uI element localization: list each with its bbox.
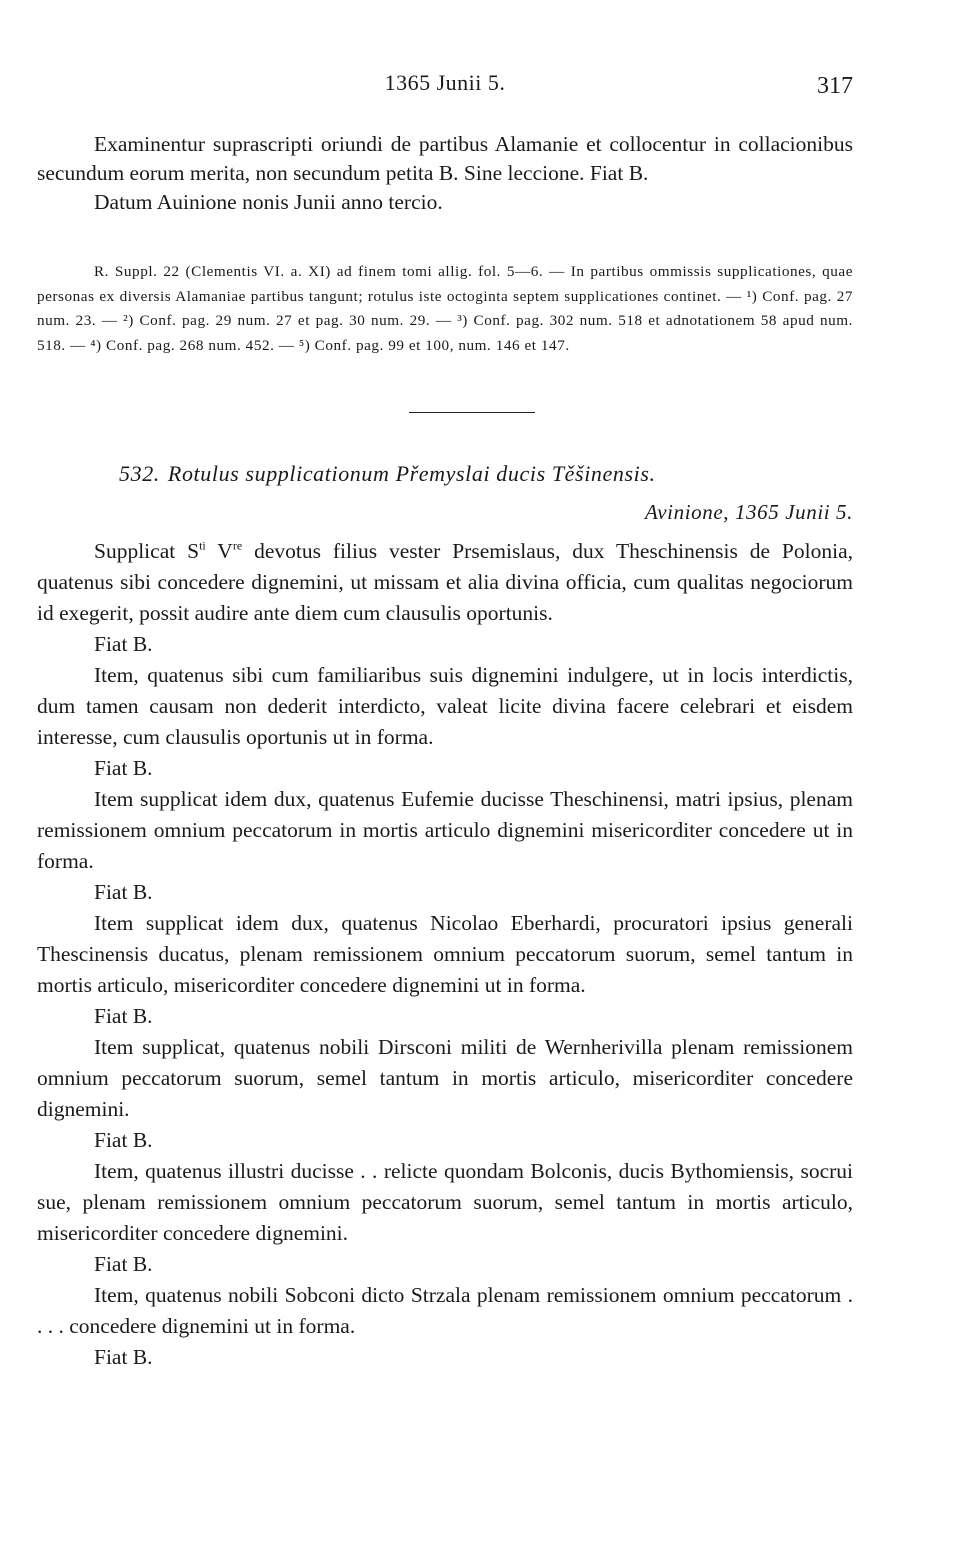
fiat-line: Fiat B. [94, 1004, 153, 1028]
previous-document-end [37, 130, 853, 217]
paragraph-text: Supplicat S [94, 539, 200, 563]
footnotes [37, 260, 853, 358]
separator-rule [409, 412, 535, 413]
superscript: ti [199, 538, 206, 553]
paragraph-text: devotus filius vester Prsemislaus, dux Theschinensis de Polonia, quatenus sibi concedere dignemini, ut missam et alia divina officia, cum qualitas negociorum id exegerit, possit audire ante diem cum clausulis oportunis. [37, 539, 854, 625]
document-place-date: Avinione, 1365 Junii 5. [644, 500, 853, 524]
paragraph: Item, quatenus nobili Sobconi dicto Strzala plenam remissionem omnium peccatorum . . . . concedere dignemini ut in forma. [37, 1283, 853, 1338]
footnote-text: R. Suppl. 22 (Clementis VI. a. XI) ad finem tomi allig. fol. 5—6. — In partibus ommissis supplicationes, quae personas ex diversis Alamaniae partibus tangunt; rotulus iste octoginta septem supplicationes continet. — ¹) Conf. pag. 27 num. 23. — ²) Conf. pag. 29 num. 27 et pag. 30 num. 29. — ³) Conf. pag. 302 num. 518 et adnotationem 58 apud num. 518. — ⁴) Conf. pag. 268 num. 452. — ⁵) Conf. pag. 99 et 100, num. 146 et 147. [37, 263, 853, 354]
running-head-date: 1365 Junii 5. [384, 70, 506, 95]
fiat-line: Fiat B. [94, 1128, 153, 1152]
paragraph: Item supplicat idem dux, quatenus Nicolao Eberhardi, procuratori ipsius generali Thescinensis ducatus, plenam remissionem omnium peccatorum suorum, semel tantum in mortis articulo, misericorditer concedere dignemini ut in forma. [37, 911, 853, 997]
fiat-line: Fiat B. [94, 756, 153, 780]
paragraph: Item, quatenus sibi cum familiaribus suis dignemini indulgere, ut in locis interdictis, dum tamen causam non dederit interdicto, valeat licite divina facere celebrari et eisdem interesse, cum clausulis oportunis ut in forma. [37, 663, 853, 749]
fiat-line: Fiat B. [94, 632, 153, 656]
dating-clause: Datum Auinione nonis Junii anno tercio. [94, 190, 443, 214]
fiat-line: Fiat B. [94, 1345, 153, 1369]
paragraph: Item, quatenus illustri ducisse . . relicte quondam Bolconis, ducis Bythomiensis, socrui sue, plenam remissionem omnium peccatorum suorum, semel tantum in mortis articulo, misericorditer concedere dignemini. [37, 1159, 853, 1245]
document-body [37, 536, 853, 1373]
fiat-line: Fiat B. [94, 1252, 153, 1276]
fiat-line: Fiat B. [94, 880, 153, 904]
document-number: 532. [119, 461, 160, 486]
document-title: Rotulus supplicationum Přemyslai ducis Těšinensis. [167, 461, 656, 486]
paragraph [37, 536, 853, 629]
page-number: 317 [817, 73, 853, 99]
paragraph: Item supplicat, quatenus nobili Dirsconi militi de Wernherivilla plenam remissionem omnium peccatorum suorum, semel tantum in mortis articulo, misericorditer concedere dignemini. [37, 1035, 853, 1121]
paragraph-text: V [205, 539, 233, 563]
previous-document-paragraph: Examinentur suprascripti oriundi de partibus Alamanie et collocentur in collacionibus secundum eorum merita, non secundum petita B. Sine leccione. Fiat B. [37, 132, 853, 185]
document-heading [119, 461, 853, 487]
paragraph: Item supplicat idem dux, quatenus Eufemie ducisse Theschinensi, matri ipsius, plenam remissionem omnium peccatorum in mortis articulo dignemini misericorditer concedere ut in forma. [37, 787, 853, 873]
superscript: re [232, 538, 243, 553]
running-head [37, 70, 853, 100]
